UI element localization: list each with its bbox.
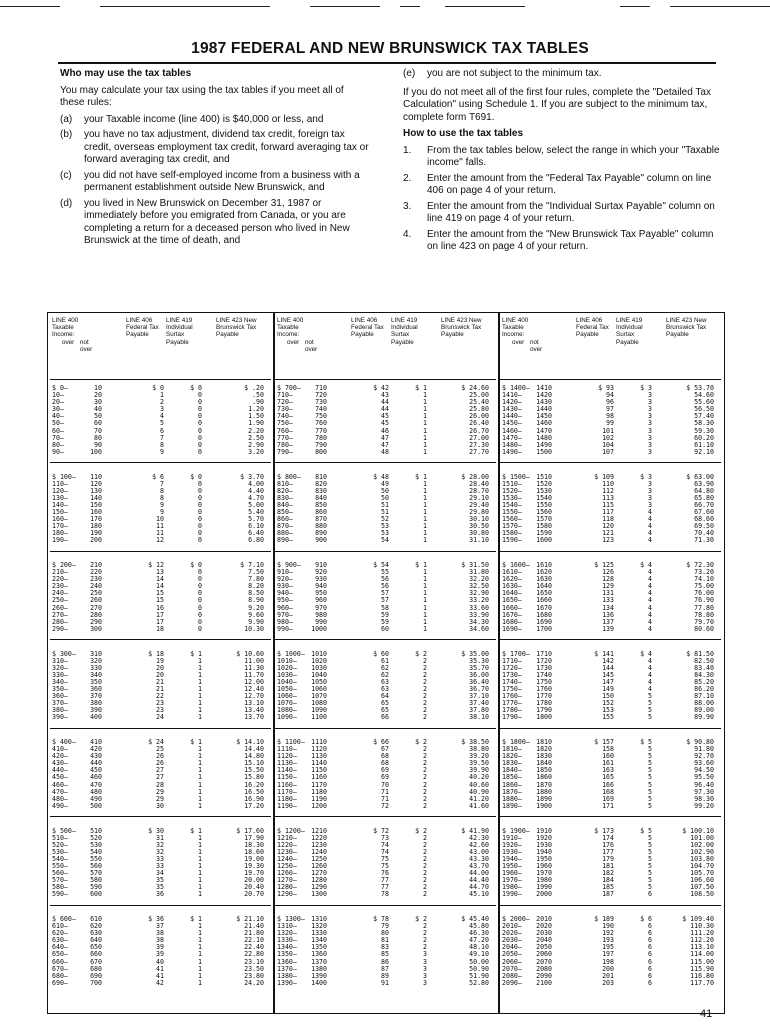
- table-cell-sur: $ 0 0 0 0 0 0 0 0 0 0: [190, 384, 202, 456]
- table-cell-nb: $ 17.60 17.90 18.30 18.60 19.00 19.30 19.70 20.00 20.40 20.70: [236, 826, 264, 899]
- table-cell-sur: $ 1 1 1 1 1 1 1 1 1 1: [415, 561, 427, 633]
- rule-c: [60, 170, 370, 195]
- table-row-group: [273, 562, 498, 642]
- table-cell-over: $ 1700— 1710— 1720— 1730— 1740— 1750— 1760— 1770— 1780— 1790—: [502, 649, 530, 722]
- table-cell-sur: $ 2 2 2 2 2 2 2 2 2 2: [415, 738, 427, 810]
- table-cell-notover: 1610 1620 1630 1640 1650 1660 1670 1680 1690 1700: [536, 561, 552, 633]
- table-cell-over: $ 700— 710— 720— 730— 740— 750— 760— 770— 780— 790—: [277, 384, 301, 456]
- table-cell-notover: 1110 1120 1130 1140 1150 1160 1170 1180 1190 1200: [311, 738, 327, 810]
- table-cell-notover: 910 920 930 940 950 960 970 980 990 1000: [311, 561, 327, 633]
- table-cell-nb: $ 63.00 63.90 64.80 65.80 66.70 67.60 68.60 69.50 70.40 71.30: [686, 472, 714, 545]
- rule-e: [403, 68, 721, 81]
- table-row-group: [48, 474, 273, 554]
- table-cell-notover: 1810 1820 1830 1840 1850 1860 1870 1880 1890 1900: [536, 738, 552, 810]
- group-rule: [275, 905, 496, 906]
- table-cell-nb: $ 109.40 110.30 111.20 112.20 113.10 114.00 115.00 115.90 116.80 117.70: [682, 915, 714, 987]
- table-cell-fed: $ 125 126 128 129 131 133 134 136 137 139: [594, 561, 614, 633]
- table-row-group: [48, 828, 273, 908]
- group-rule: [275, 816, 496, 817]
- table-cell-notover: 510 520 530 540 550 560 570 580 590 600: [90, 826, 102, 899]
- header-rule: [275, 379, 496, 380]
- header-not-over: not over: [80, 339, 93, 354]
- group-rule: [500, 462, 721, 463]
- table-cell-fed: $ 18 19 20 20 21 21 22 23 23 24: [148, 649, 164, 722]
- table-cell-sur: $ 2 2 2 2 2 3 3 3 3 3: [415, 915, 427, 987]
- group-rule: [50, 816, 271, 817]
- table-cell-notover: 1410 1420 1430 1440 1450 1460 1470 1480 1490 1500: [536, 384, 552, 456]
- table-cell-over: $ 400— 410— 420— 430— 440— 450— 460— 470— 480— 490—: [52, 738, 76, 810]
- header-over: over: [287, 339, 300, 346]
- step-key: 4.: [403, 228, 412, 240]
- table-cell-nb: $ 31.50 31.80 32.20 32.50 32.90 33.20 33.60 33.90 34.30 34.60: [461, 561, 489, 633]
- table-cell-over: $ 800— 810— 820— 830— 840— 850— 860— 870— 880— 890—: [277, 472, 301, 545]
- table-row-group: [498, 385, 723, 465]
- table-cell-nb: $ 21.10 21.40 21.80 22.10 22.40 22.80 23.10 23.50 23.80 24.20: [236, 915, 264, 987]
- group-rule: [50, 462, 271, 463]
- table-cell-sur: $ 2 2 2 2 2 2 2 2 2 2: [415, 826, 427, 899]
- top-scan-rules: [0, 6, 770, 8]
- table-cell-nb: $ 28.00 28.40 28.70 29.10 29.40 29.80 30.10 30.50 30.80 31.10: [461, 472, 489, 545]
- table-cell-nb: $ .20 .50 .90 1.20 1.50 1.90 2.20 2.50 2.90 3.20: [244, 384, 264, 456]
- table-cell-nb: $ 72.30 73.20 74.10 75.00 76.00 76.90 77.80 78.80 79.70 80.60: [686, 561, 714, 633]
- table-row-group: [273, 385, 498, 465]
- table-row-group: [273, 739, 498, 819]
- step-key: 2.: [403, 172, 412, 184]
- table-cell-sur: $ 5 5 5 5 5 5 5 5 5 6: [640, 826, 652, 899]
- rule-key: (a): [60, 113, 73, 125]
- header-not-over: not over: [305, 339, 318, 354]
- table-cell-over: $ 300— 310— 320— 330— 340— 350— 360— 370— 380— 390—: [52, 649, 76, 722]
- table-row-group: [498, 739, 723, 819]
- table-cell-sur: $ 3 3 3 3 3 3 3 3 3 3: [640, 384, 652, 456]
- header-rule: [500, 379, 721, 380]
- table-cell-over: $ 1500— 1510— 1520— 1530— 1540— 1550— 1560— 1570— 1580— 1590—: [502, 472, 530, 545]
- header-not-over: not over: [530, 339, 543, 354]
- table-cell-notover: 610 620 630 640 650 660 670 680 690 700: [90, 915, 102, 987]
- table-cell-over: $ 200— 210— 220— 230— 240— 250— 260— 270— 280— 290—: [52, 561, 76, 633]
- eligibility-intro: You may calculate your tax using the tax tables if you meet all of these rules:: [60, 84, 344, 108]
- rule-a: [60, 114, 370, 127]
- table-section: [498, 313, 723, 1013]
- tax-tables: [47, 312, 725, 1014]
- table-row-group: [48, 651, 273, 731]
- table-row-group: [273, 474, 498, 554]
- rule-key: (c): [60, 169, 72, 181]
- table-cell-sur: $ 2 2 2 2 2 2 2 2 2 2: [415, 649, 427, 722]
- table-cell-fed: $ 157 158 160 161 163 165 166 168 169 171: [594, 738, 614, 810]
- group-rule: [500, 728, 721, 729]
- table-cell-sur: $ 1 1 1 1 1 1 1 1 1 1: [415, 472, 427, 545]
- header-over: over: [512, 339, 525, 346]
- table-cell-fed: $ 24 25 26 26 27 27 28 29 29 30: [148, 738, 164, 810]
- group-rule: [275, 551, 496, 552]
- group-rule: [50, 551, 271, 552]
- table-cell-notover: 1710 1720 1730 1740 1750 1760 1770 1780 1790 1800: [536, 649, 552, 722]
- table-section: [48, 313, 273, 1013]
- table-section: [273, 313, 498, 1013]
- header-surtax: LINE 419 Individual Surtax Payable: [391, 317, 418, 346]
- table-cell-nb: $ 90.80 91.80 92.70 93.60 94.50 95.50 96.40 97.30 98.30 99.20: [686, 738, 714, 810]
- table-header: [273, 317, 498, 377]
- table-cell-notover: 210 220 230 240 250 260 270 280 290 300: [90, 561, 102, 633]
- header-over: over: [62, 339, 75, 346]
- table-row-group: [498, 651, 723, 731]
- table-cell-fed: $ 36 37 38 38 39 39 40 41 41 42: [148, 915, 164, 987]
- table-cell-fed: $ 30 31 32 32 33 33 34 35 35 36: [148, 826, 164, 899]
- table-row-group: [273, 828, 498, 908]
- page-number: 41: [700, 1008, 713, 1020]
- group-rule: [275, 462, 496, 463]
- title-rule: [58, 62, 716, 64]
- table-cell-nb: $ 53.70 54.60 55.60 56.50 57.40 58.30 59.30 60.20 61.10 92.10: [686, 384, 714, 456]
- group-rule: [275, 639, 496, 640]
- step-key: 3.: [403, 200, 412, 212]
- group-rule: [50, 728, 271, 729]
- header-taxable-income: LINE 400 Taxable Income:: [502, 317, 529, 339]
- table-cell-fed: $ 60 61 62 62 63 63 64 65 65 66: [373, 649, 389, 722]
- table-cell-over: $ 100— 110— 120— 130— 140— 150— 160— 170— 180— 190—: [52, 472, 76, 545]
- group-rule: [50, 905, 271, 906]
- rule-text: your Taxable income (line 400) is $40,000 or less, and: [84, 113, 324, 125]
- table-cell-fed: $ 72 73 74 74 75 75 76 77 77 78: [373, 826, 389, 899]
- table-cell-fed: $ 66 67 68 68 69 69 70 71 71 72: [373, 738, 389, 810]
- table-cell-fed: $ 54 55 56 56 57 57 58 59 59 60: [373, 561, 389, 633]
- step-text: Enter the amount from the "Individual Surtax Payable" column on line 419 on page 4 of your return.: [427, 200, 715, 224]
- rule-text: you are not subject to the minimum tax.: [427, 68, 602, 79]
- header-surtax: LINE 419 Individual Surtax Payable: [616, 317, 643, 346]
- table-cell-fed: $ 93 94 96 97 98 99 101 102 104 107: [598, 384, 614, 456]
- eligibility-column: [60, 68, 370, 251]
- table-cell-sur: $ 1 1 1 1 1 1 1 1 1 1: [190, 738, 202, 810]
- table-cell-nb: $ 10.60 11.00 11.30 11.70 12.00 12.40 12.70 13.10 13.40 13.70: [236, 649, 264, 722]
- table-cell-notover: 710 720 730 740 750 760 770 780 790 800: [315, 384, 327, 456]
- header-federal-tax: LINE 406 Federal Tax Payable: [126, 317, 159, 339]
- table-cell-sur: $ 1 1 1 1 1 1 1 1 1 1: [190, 915, 202, 987]
- table-cell-fed: $ 48 49 50 50 51 51 52 53 53 54: [373, 472, 389, 545]
- table-cell-notover: 2010 2020 2030 2040 2050 2060 2070 2080 2090 2100: [536, 915, 552, 987]
- table-cell-notover: 1910 1920 1930 1940 1950 1960 1970 1980 1990 2000: [536, 826, 552, 899]
- table-cell-nb: $ 100.10 101.00 102.00 102.90 103.80 104.70 105.70 106.60 107.50 108.50: [682, 826, 714, 899]
- table-cell-nb: $ 35.00 35.30 35.70 36.00 36.40 36.70 37.10 37.40 37.80 38.10: [461, 649, 489, 722]
- instructions-column: [403, 68, 721, 257]
- table-cell-over: $ 1600— 1610— 1620— 1630— 1640— 1650— 1660— 1670— 1680— 1690—: [502, 561, 530, 633]
- table-cell-sur: $ 0 0 0 0 0 0 0 0 0 0: [190, 472, 202, 545]
- table-row-group: [48, 916, 273, 996]
- step-4: [403, 229, 721, 254]
- group-rule: [50, 639, 271, 640]
- rule-d: [60, 198, 370, 248]
- table-row-group: [273, 916, 498, 996]
- header-rule: [50, 379, 271, 380]
- table-cell-nb: $ 41.90 42.30 42.60 43.00 43.30 43.70 44.00 44.40 44.70 45.10: [461, 826, 489, 899]
- table-cell-fed: $ 173 174 176 177 179 181 182 184 185 187: [594, 826, 614, 899]
- table-cell-sur: $ 3 3 3 3 3 4 4 4 4 4: [640, 472, 652, 545]
- group-rule: [500, 816, 721, 817]
- table-cell-notover: 410 420 430 440 450 460 470 480 490 500: [90, 738, 102, 810]
- table-row-group: [498, 828, 723, 908]
- table-cell-sur: $ 1 1 1 1 1 1 1 1 1 1: [415, 384, 427, 456]
- table-row-group: [48, 385, 273, 465]
- table-cell-fed: $ 189 190 192 193 195 197 198 200 201 203: [594, 915, 614, 987]
- step-1: [403, 145, 721, 170]
- header-federal-tax: LINE 406 Federal Tax Payable: [576, 317, 609, 339]
- table-cell-fed: $ 42 43 44 44 45 45 46 47 47 48: [373, 384, 389, 456]
- header-nb-tax: LINE 423 New Brunswick Tax Payable: [666, 317, 707, 339]
- table-cell-notover: 110 120 130 140 150 160 170 180 190 200: [90, 472, 102, 545]
- rule-key: (b): [60, 129, 73, 140]
- eligibility-heading: Who may use the tax tables: [60, 68, 192, 79]
- table-cell-over: $ 1000— 1010— 1020— 1030— 1040— 1050— 1060— 1070— 1080— 1090—: [277, 649, 305, 722]
- step-key: 1.: [403, 144, 412, 156]
- table-cell-fed: $ 12 13 14 14 15 15 16 17 17 18: [148, 561, 164, 633]
- table-cell-sur: $ 4 4 4 4 4 4 5 5 5 5: [640, 649, 652, 722]
- table-row-group: [498, 916, 723, 996]
- table-cell-nb: $ 45.40 45.80 46.30 47.20 48.10 49.10 50.00 50.90 51.90 52.80: [461, 915, 489, 987]
- table-row-group: [48, 562, 273, 642]
- how-to-heading: How to use the tax tables: [403, 128, 524, 139]
- table-cell-nb: $ 38.50 38.80 39.20 39.50 39.90 40.20 40.60 40.90 41.20 41.60: [461, 738, 489, 810]
- table-header: [498, 317, 723, 377]
- table-cell-notover: 1210 1220 1230 1240 1250 1260 1270 1280 1290 1300: [311, 826, 327, 899]
- table-cell-notover: 10 20 30 40 50 60 70 80 90 100: [90, 384, 102, 456]
- table-cell-nb: $ 81.50 82.50 83.40 84.30 85.20 86.20 87.10 88.00 89.00 89.90: [686, 649, 714, 722]
- table-cell-nb: $ 7.10 7.50 7.80 8.20 8.50 8.90 9.20 9.60 9.90 10.30: [240, 561, 264, 633]
- table-cell-over: $ 1100— 1110— 1120— 1130— 1140— 1150— 1160— 1170— 1180— 1190—: [277, 738, 305, 810]
- table-cell-nb: $ 14.10 14.40 14.80 15.10 15.50 15.80 16.20 16.50 16.90 17.20: [236, 738, 264, 810]
- table-cell-over: $ 1300— 1310— 1320— 1330— 1340— 1350— 1360— 1370— 1380— 1390—: [277, 915, 305, 987]
- step-text: From the tax tables below, select the range in which your "Taxable income" falls.: [427, 144, 720, 168]
- table-cell-over: $ 2000— 2010— 2020— 2030— 2040— 2050— 2060— 2070— 2080— 2090—: [502, 915, 530, 987]
- table-row-group: [498, 474, 723, 554]
- table-cell-sur: $ 5 5 5 5 5 5 5 5 5 5: [640, 738, 652, 810]
- step-text: Enter the amount from the "Federal Tax Payable" column on line 406 on page 4 of your return.: [427, 172, 712, 196]
- table-cell-sur: $ 6 6 6 6 6 6 6 6 6 6: [640, 915, 652, 987]
- table-cell-sur: $ 0 0 0 0 0 0 0 0 0 0: [190, 561, 202, 633]
- group-rule: [275, 728, 496, 729]
- header-nb-tax: LINE 423 New Brunswick Tax Payable: [216, 317, 257, 339]
- table-cell-over: $ 1900— 1910— 1920— 1930— 1940— 1950— 1960— 1970— 1980— 1990—: [502, 826, 530, 899]
- table-row-group: [273, 651, 498, 731]
- table-cell-over: $ 1400— 1410— 1420— 1430— 1440— 1450— 1460— 1470— 1480— 1490—: [502, 384, 530, 456]
- table-cell-over: $ 1800— 1810— 1820— 1830— 1840— 1850— 1860— 1870— 1880— 1890—: [502, 738, 530, 810]
- header-nb-tax: LINE 423 New Brunswick Tax Payable: [441, 317, 482, 339]
- table-cell-fed: $ 78 79 80 81 83 85 86 87 89 91: [373, 915, 389, 987]
- table-cell-notover: 810 820 830 840 850 860 870 880 890 900: [315, 472, 327, 545]
- table-cell-notover: 1510 1520 1530 1540 1550 1560 1570 1580 1590 1600: [536, 472, 552, 545]
- page-title: 1987 FEDERAL AND NEW BRUNSWICK TAX TABLES: [191, 40, 589, 57]
- schedule-paragraph: If you do not meet all of the first four rules, complete the "Detailed Tax Calculation" using Schedule 1. If you are subject to the minimum tax, complete form T691.: [403, 86, 711, 123]
- rule-b: [60, 129, 370, 167]
- table-cell-nb: $ 3.70 4.00 4.40 4.70 5.00 5.40 5.70 6.10 6.40 6.80: [240, 472, 264, 545]
- table-cell-over: $ 600— 610— 620— 630— 640— 650— 660— 670— 680— 690—: [52, 915, 76, 987]
- table-row-group: [48, 739, 273, 819]
- table-cell-fed: $ 6 7 8 8 9 9 10 11 11 12: [152, 472, 164, 545]
- rule-text: you did not have self-employed income from a business with a permanent establishment outside New Brunswick, and: [84, 169, 360, 193]
- table-cell-over: $ 500— 510— 520— 530— 540— 550— 560— 570— 580— 590—: [52, 826, 76, 899]
- step-2: [403, 173, 721, 198]
- table-cell-over: $ 0— 10— 20— 30— 40— 50— 60— 70— 80— 90—: [52, 384, 68, 456]
- table-cell-fed: $ 109 110 112 113 115 117 118 120 121 123: [594, 472, 614, 545]
- table-cell-over: $ 900— 910— 920— 930— 940— 950— 960— 970— 980— 990—: [277, 561, 301, 633]
- table-cell-sur: $ 1 1 1 1 1 1 1 1 1 1: [190, 649, 202, 722]
- table-cell-fed: $ 0 1 2 3 4 5 6 7 8 9: [152, 384, 164, 456]
- header-taxable-income: LINE 400 Taxable Income:: [52, 317, 79, 339]
- table-row-group: [498, 562, 723, 642]
- table-header: [48, 317, 273, 377]
- header-federal-tax: LINE 406 Federal Tax Payable: [351, 317, 384, 339]
- table-cell-sur: $ 4 4 4 4 4 4 4 4 4 4: [640, 561, 652, 633]
- group-rule: [500, 639, 721, 640]
- table-cell-notover: 310 320 330 340 350 360 370 380 390 400: [90, 649, 102, 722]
- table-cell-sur: $ 1 1 1 1 1 1 1 1 1 1: [190, 826, 202, 899]
- table-cell-fed: $ 141 142 144 145 147 149 150 152 153 155: [594, 649, 614, 722]
- table-cell-over: $ 1200— 1210— 1220— 1230— 1240— 1250— 1260— 1270— 1280— 1290—: [277, 826, 305, 899]
- rule-text: you lived in New Brunswick on December 31, 1987 or immediately before you emigrated from Canada, or you are completing a return for a deceased person who lived in New Brunswick at the time of death, and: [84, 197, 350, 246]
- rule-key: (d): [60, 197, 73, 209]
- step-3: [403, 201, 721, 226]
- table-cell-nb: $ 24.60 25.00 25.40 25.80 26.00 26.40 26.70 27.00 27.30 27.70: [461, 384, 489, 456]
- rule-text: you have no tax adjustment, dividend tax credit, foreign tax credit, overseas employment tax credit, forward averaging tax or forward averaging tax credit, and: [84, 129, 369, 165]
- table-cell-notover: 1310 1320 1330 1340 1350 1360 1370 1380 1390 1400: [311, 915, 327, 987]
- group-rule: [500, 905, 721, 906]
- rule-key: (e): [403, 68, 416, 79]
- header-surtax: LINE 419 Individual Surtax Payable: [166, 317, 193, 346]
- group-rule: [500, 551, 721, 552]
- header-taxable-income: LINE 400 Taxable Income:: [277, 317, 304, 339]
- table-cell-notover: 1010 1020 1030 1040 1050 1060 1070 1080 1090 1100: [311, 649, 327, 722]
- step-text: Enter the amount from the "New Brunswick Tax Payable" column on line 423 on page 4 of your return.: [427, 228, 714, 252]
